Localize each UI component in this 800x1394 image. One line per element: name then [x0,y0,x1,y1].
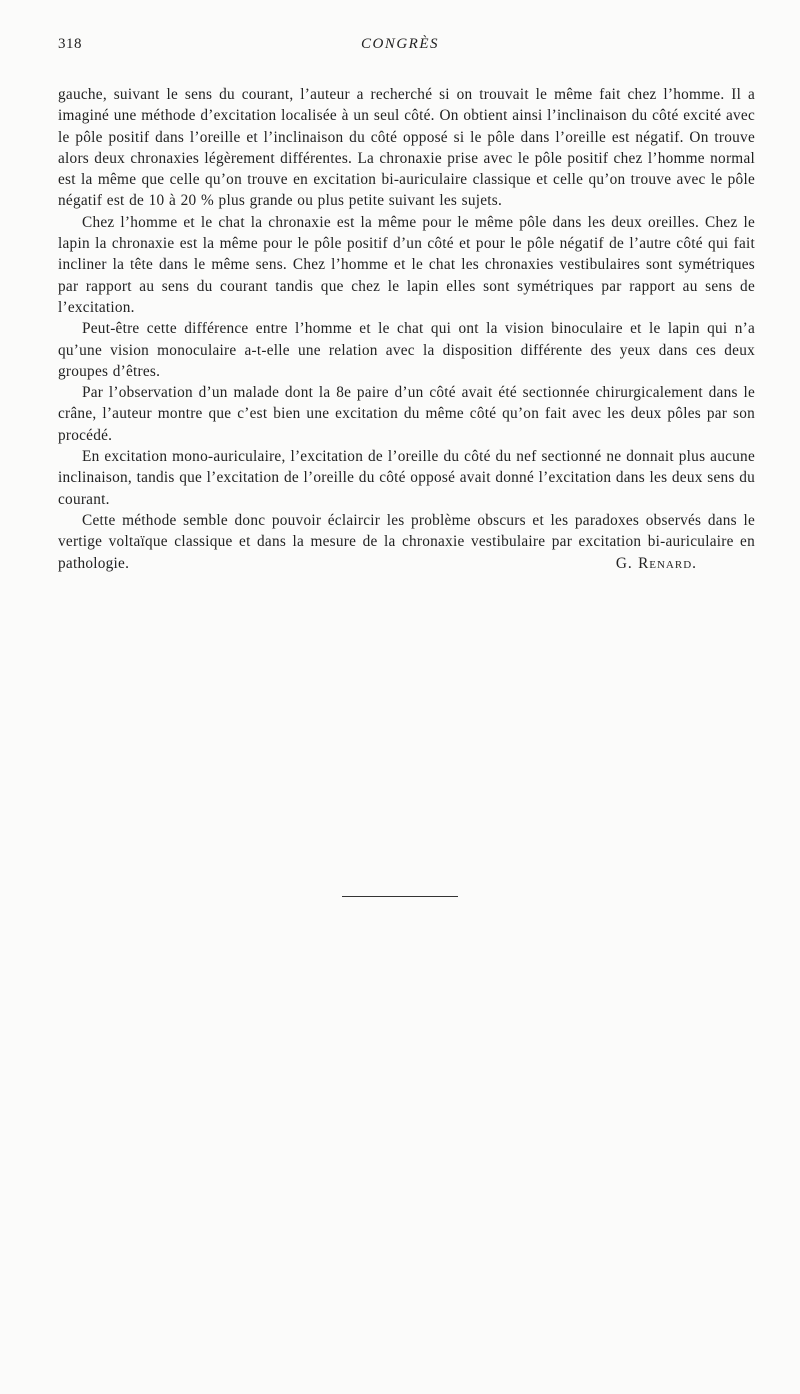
paragraph-3: Peut-être cette différence entre l’homme et le chat qui ont la vision binoculaire et le lapin qui n’a qu’une vision monoculaire a-t-elle une relation avec la disposition différente des yeux dans ces deux groupes d’êtres. [58,320,755,380]
section-divider [342,896,458,897]
page-header [58,36,742,62]
page-number: 318 [58,36,82,52]
paragraph-6 [58,510,755,574]
paragraph-5: En excitation mono-auriculaire, l’excitation de l’oreille du côté du nef sectionné ne donnait plus aucune inclinaison, tandis que l’excitation de l’oreille du côté opposé avait donné l’excitation dans les deux sens du courant. [58,448,755,508]
paragraph-4: Par l’observation d’un malade dont la 8e paire d’un côté avait été sectionnée chirurgicalement dans le crâne, l’auteur montre que c’est bien une excitation du même côté qu’on fait avec les deux pôles par son procédé. [58,384,755,444]
paragraph-2: Chez l’homme et le chat la chronaxie est la même pour le même pôle dans les deux oreilles. Chez le lapin la chronaxie est la même pour le pôle positif d’un côté et pour le pôle négatif de l’autre côté qui fait incliner la tête dans le même sens. Chez l’homme et le chat les chronaxies vestibulaires sont symétriques par rapport au sens du courant tandis que chez le lapin elles sont symétriques par rapport au sens de l’excitation. [58,213,755,316]
author-signature: G. Renard. [615,554,697,572]
paragraph-1: gauche, suivant le sens du courant, l’auteur a recherché si on trouvait le même fait chez l’homme. Il a imaginé une méthode d’excitation localisée à un seul côté. On obtient ainsi l’inclinaison du côté excité avec le pôle positif dans l’oreille et l’inclinaison du côté opposé si le pôle dans l’oreille est négatif. On trouve alors deux chronaxies légèrement différentes. La chronaxie prise avec le pôle positif chez l’homme normal est la même que celle qu’on trouve en excitation bi-auriculaire classique et celle qu’on trouve avec le pôle négatif est de 10 à 20 % plus grande ou plus petite suivant les sujets. [58,86,755,210]
article-body [58,84,755,574]
paragraph-6-text: Cette méthode semble donc pouvoir éclaircir les problème obscurs et les paradoxes observés dans le vertige voltaïque classique et dans la mesure de la chronaxie vestibulaire par excitation bi-auriculaire en pathologie. [58,511,755,572]
running-head: CONGRÈS [361,36,439,52]
